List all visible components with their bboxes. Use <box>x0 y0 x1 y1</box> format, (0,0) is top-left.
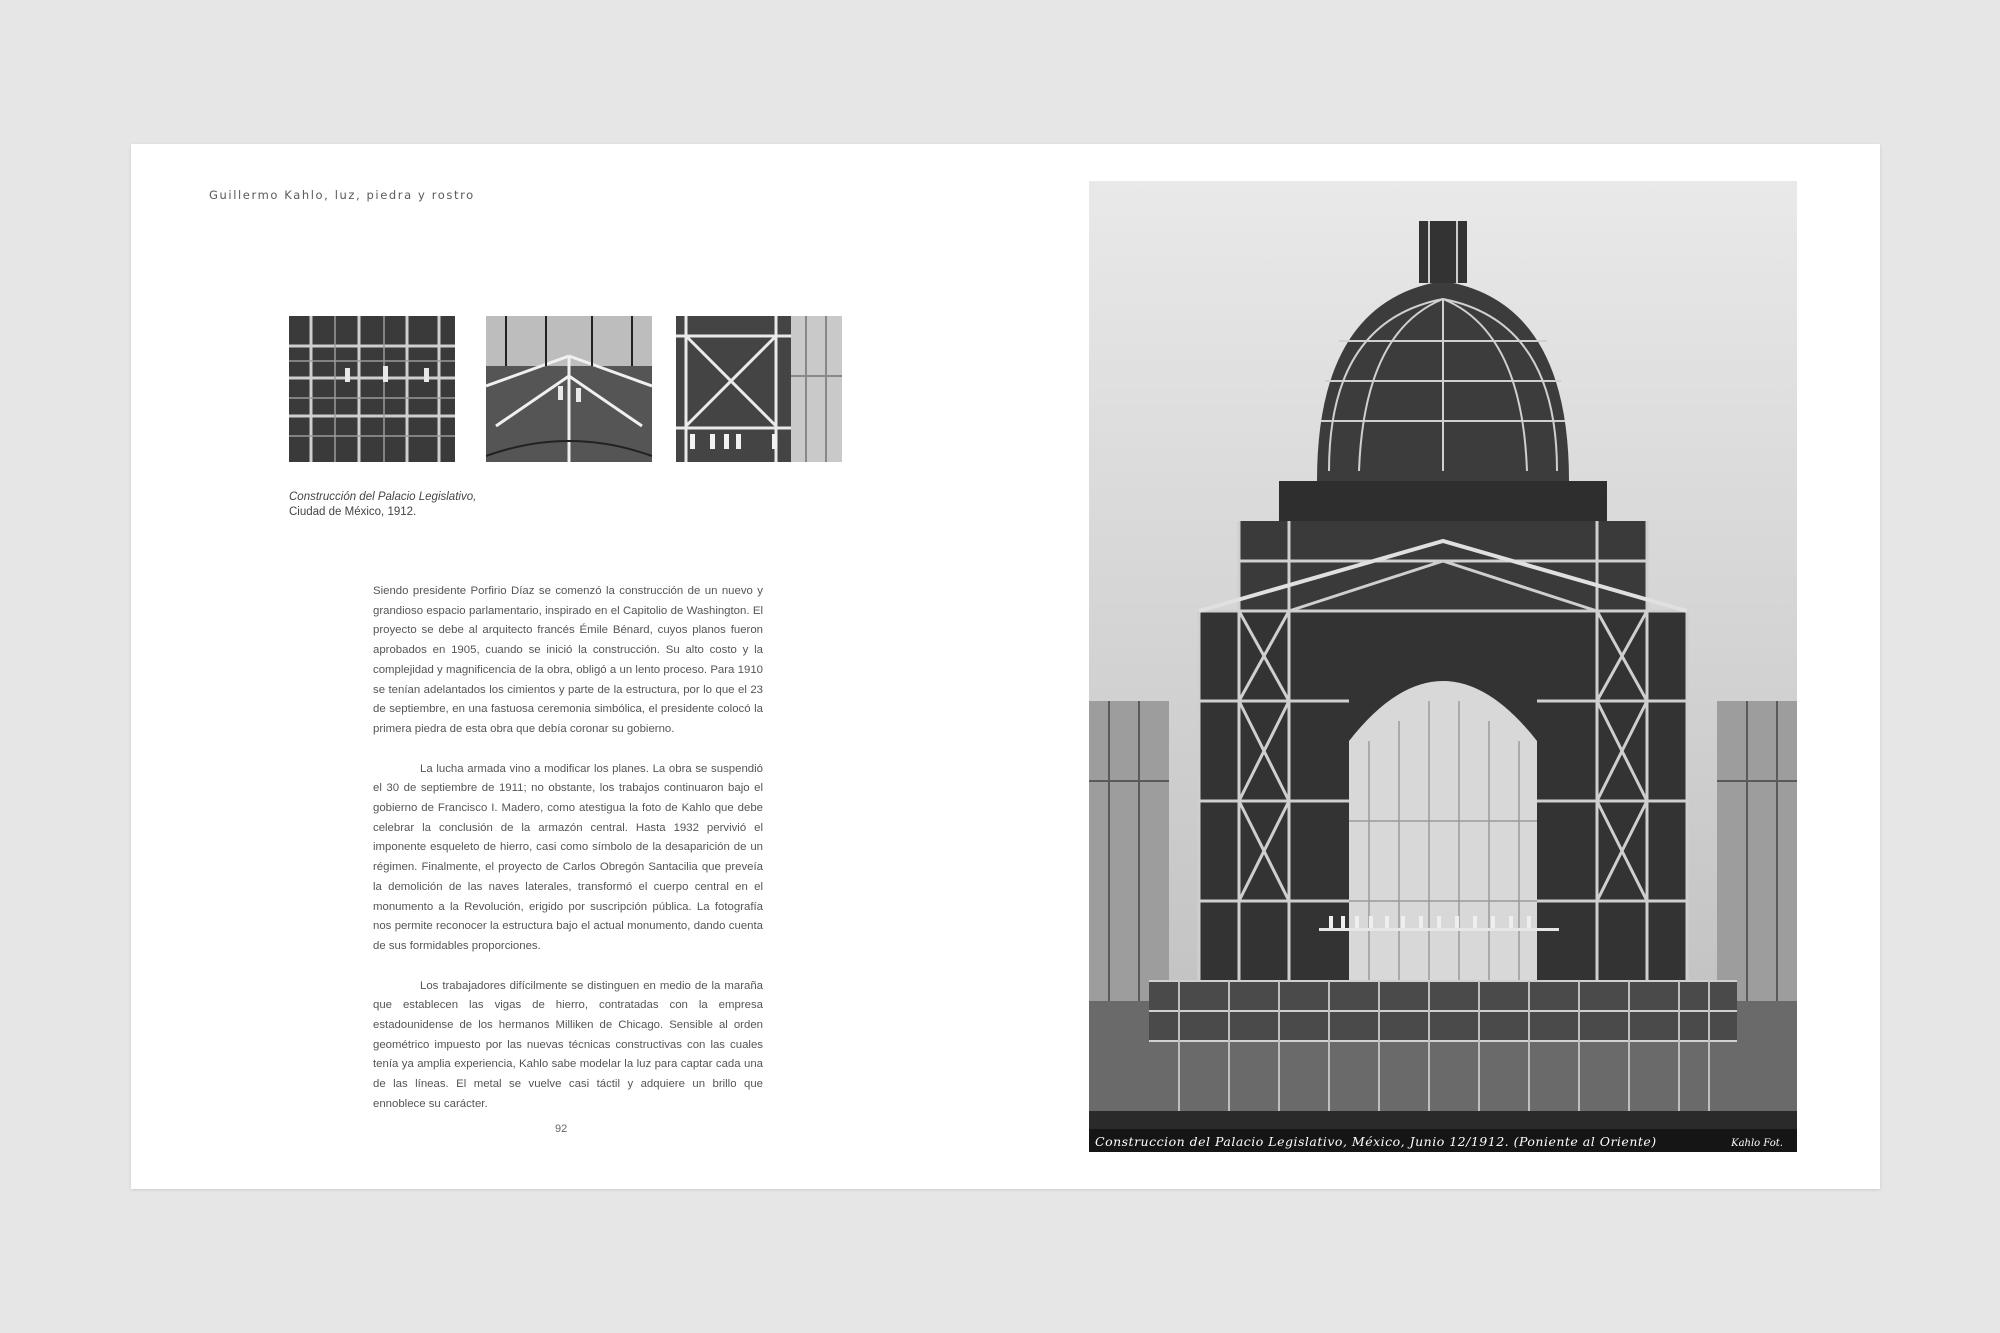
thumbnail-strip <box>289 316 899 462</box>
caption-place-date: Ciudad de México, 1912. <box>289 506 417 518</box>
book-spread <box>131 144 1880 1189</box>
thumbnail-photo-1 <box>289 316 455 462</box>
paragraph-2: La lucha armada vino a modificar los planes. La obra se suspendió el 30 de septiembre de 1911; no obstante, los trabajos continuaron bajo el gobierno de Francisco I. Madero, como atestigua la foto de Kahlo que debe celebrar la conclusión de la armazón central. Hasta 1932 pervivió el imponente esqueleto de hierro, casi como símbolo de la desaparición de un régimen. Finalmente, el proyecto de Carlos Obregón Santacilia que preveía la demolición de las naves laterales, transformó el cuerpo central en el monumento a la Revolución, erigido por suscripción pública. La fotografía nos permite reconocer la estructura bajo el actual monumento, dando cuenta de sus formidables proporciones. <box>373 762 763 952</box>
thumbnail-photo-3 <box>676 316 842 462</box>
body-text <box>373 582 763 1135</box>
running-head: Guillermo Kahlo, luz, piedra y rostro <box>209 188 475 202</box>
thumbnail-photo-2 <box>486 316 652 462</box>
paragraph-1: Siendo presidente Porfirio Díaz se comenzó la construcción de un nuevo y grandioso espacio parlamentario, inspirado en el Capitolio de Washington. El proyecto se debe al arquitecto francés Émile Bénard, cuyos planos fueron aprobados en 1905, cuando se inició la construcción. Su alto costo y la complejidad y magnificencia de la obra, obligó a un lento proceso. Para 1910 se tenían adelantados los cimientos y parte de la estructura, por lo que el 23 de septiembre, en una fastuosa ceremonia simbólica, el presidente colocó la primera piedra de esta obra que debía coronar su gobierno. <box>373 585 763 735</box>
photographer-signature: Kahlo Fot. <box>1731 1138 1783 1149</box>
caption-title: Construcción del Palacio Legislativo, <box>289 491 477 503</box>
paragraph-3: Los trabajadores difícilmente se distinguen en medio de la maraña que establecen las vigas de hierro, contratadas con la empresa estadounidense de los hermanos Milliken de Chicago. Sensible al orden geométrico impuesto por las nuevas técnicas constructivas con las cuales tenía ya amplia experiencia, Kahlo sabe modelar la luz para captar cada una de las líneas. El metal se vuelve casi táctil y adquiere un brillo que ennoblece su carácter. <box>373 979 763 1110</box>
photo-inscription: Construccion del Palacio Legislativo, México, Junio 12/1912. (Poniente al Oriente) <box>1095 1134 1657 1149</box>
main-photograph <box>1089 181 1797 1152</box>
page-number: 92 <box>555 1123 568 1135</box>
photo-caption <box>289 490 476 520</box>
